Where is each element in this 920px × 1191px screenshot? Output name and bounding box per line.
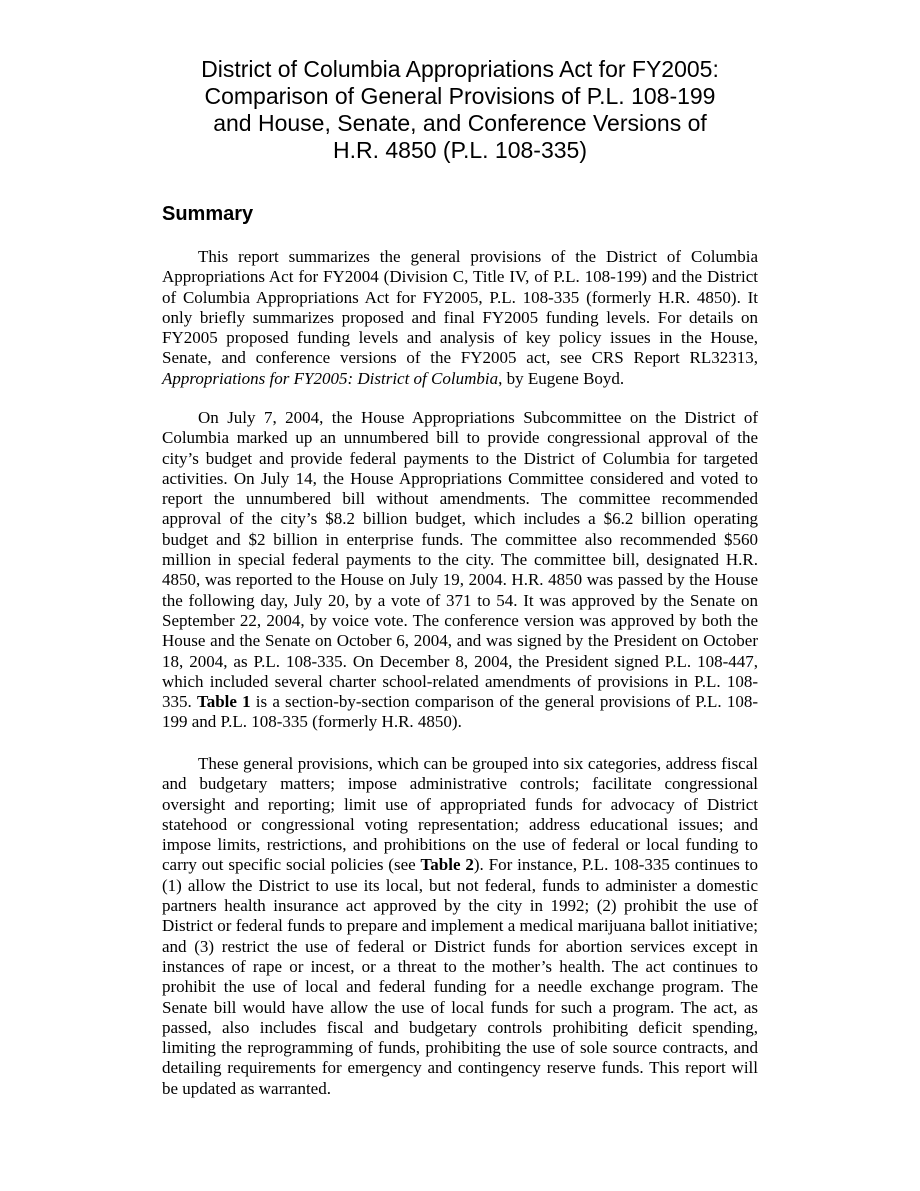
section-heading-summary: Summary <box>162 203 254 225</box>
title-line-4: H.R. 4850 (P.L. 108-335) <box>332 137 587 163</box>
title-line-1: District of Columbia Appropriations Act for FY2005: <box>201 56 719 82</box>
summary-paragraph-1 <box>162 247 758 389</box>
summary-paragraph-2 <box>162 408 758 733</box>
title-line-2: Comparison of General Provisions of P.L. 108-199 <box>204 83 716 109</box>
report-title-italic: Appropriations for FY2005: District of Columbia <box>162 368 499 388</box>
paragraph-3-text-end: ). For instance, P.L. 108-335 continues to (1) allow the District to use its local, but not federal, funds to administer a domestic partners health insurance act approved by the city in 1992; (2) prohibit the use of District or federal funds to prepare and implement a medical marijuana ballot initiative; and (3) restrict the use of federal or District funds for abortion services except in instances of rape or incest, or a threat to the mother’s health. The act continues to prohibit the use of local and federal funding for a needle exchange program. The Senate bill would have allow the use of local funds for such a program. The act, as passed, also includes fiscal and budgetary controls prohibiting deficit spending, limiting the reprogramming of funds, prohibiting the use of sole source contracts, and detailing requirements for emergency and contingency reserve funds. This report will be updated as warranted. <box>162 855 758 1098</box>
table-2-reference: Table 2 <box>420 855 474 875</box>
summary-paragraph-3 <box>162 754 758 1099</box>
paragraph-2-text: On July 7, 2004, the House Appropriations Subcommittee on the District of Columbia marked up an unnumbered bill to provide congressional approval of the city’s budget and provide federal payments to the District of Columbia for targeted activities. On July 14, the House Appropriations Committee considered and voted to report the unnumbered bill without amendments. The committee recommended approval of the city’s $8.2 billion budget, which includes a $6.2 billion operating budget and $2 billion in enterprise funds. The committee also recommended $560 million in special federal payments to the city. The committee bill, designated H.R. 4850, was reported to the House on July 19, 2004. H.R. 4850 was passed by the House the following day, July 20, by a vote of 371 to 54. It was approved by the Senate on September 22, 2004, by voice vote. The conference version was approved by both the House and the Senate on October 6, 2004, and was signed by the President on October 18, 2004, as P.L. 108-335. On December 8, 2004, the President signed P.L. 108-447, which included several charter school-related amendments of provisions in P.L. 108-335. <box>162 408 758 712</box>
table-1-reference: Table 1 <box>196 692 251 712</box>
document-title <box>160 56 760 164</box>
paragraph-2-text-end: is a section-by-section comparison of the general provisions of P.L. 108-199 and P.L. 108-335 (formerly H.R. 4850). <box>162 692 758 732</box>
title-line-3: and House, Senate, and Conference Versions of <box>213 110 707 136</box>
paragraph-3-text: These general provisions, which can be grouped into six categories, address fiscal and budgetary matters; impose administrative controls; facilitate congressional oversight and reporting; limit use of appropriated funds for advocacy of District statehood or congressional voting representation; address educational issues; and impose limits, restrictions, and prohibitions on the use of federal or local funding to carry out specific social policies (see <box>162 754 758 875</box>
paragraph-1-text: This report summarizes the general provisions of the District of Columbia Appropriations Act for FY2004 (Division C, Title IV, of P.L. 108-199) and the District of Columbia Appropriations Act for FY2005, P.L. 108-335 (formerly H.R. 4850). It only briefly summarizes proposed and final FY2005 funding levels. For details on FY2005 proposed funding levels and analysis of key policy issues in the House, Senate, and conference versions of the FY2005 act, see CRS Report RL32313, <box>162 247 758 368</box>
paragraph-1-text-end: , by Eugene Boyd. <box>498 368 625 388</box>
